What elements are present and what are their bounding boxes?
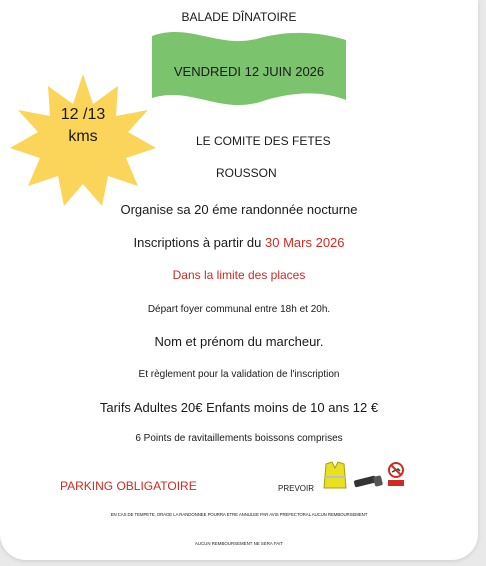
inscriptions-date: 30 Mars 2026 [265, 235, 345, 250]
equipment-icons [318, 458, 408, 498]
prices-line: Tarifs Adultes 20€ Enfants moins de 10 ans 12 € [99, 400, 379, 415]
flashlight-icon [354, 475, 383, 487]
inscriptions-prefix: Inscriptions à partir du [133, 235, 262, 250]
town-name: ROUSSON [216, 166, 277, 180]
payment-line: Et règlement pour la validation de l'inscription [138, 369, 340, 380]
limit-line: Dans la limite des places [172, 268, 306, 282]
distance-unit: kms [68, 128, 98, 145]
safety-vest-icon [324, 462, 346, 488]
supplies-line: 6 Points de ravitaillements boissons comprises [135, 433, 343, 444]
no-dogs-icon [388, 463, 404, 486]
inscriptions-line [0, 235, 478, 250]
distance-label [10, 104, 156, 148]
no-refund-notice: AUCUN REMBOURSEMENT NE SERA FAIT [194, 541, 284, 546]
flyer-title: BALADE DÎNATOIRE [181, 10, 297, 24]
event-date: VENDREDI 12 JUIN 2026 [173, 64, 325, 79]
names-line: Nom et prénom du marcheur. [154, 334, 324, 349]
parking-notice: PARKING OBLIGATOIRE [60, 479, 197, 493]
departure-line: Départ foyer communal entre 18h et 20h. [147, 304, 331, 315]
prevoir-label: PREVOIR [278, 484, 315, 493]
distance-value: 12 /13 [60, 106, 106, 123]
intro-line: Organise sa 20 éme randonnée nocturne [120, 202, 358, 217]
organizer-name: LE COMITE DES FETES [196, 134, 331, 148]
storm-notice: EN CAS DE TEMPETE, ORAGE LA RANDONNEE POURRA ETRE ANNULEE PAR AVIS PREFECTORAL AUCUN REMBOURSEMENT [110, 512, 368, 517]
